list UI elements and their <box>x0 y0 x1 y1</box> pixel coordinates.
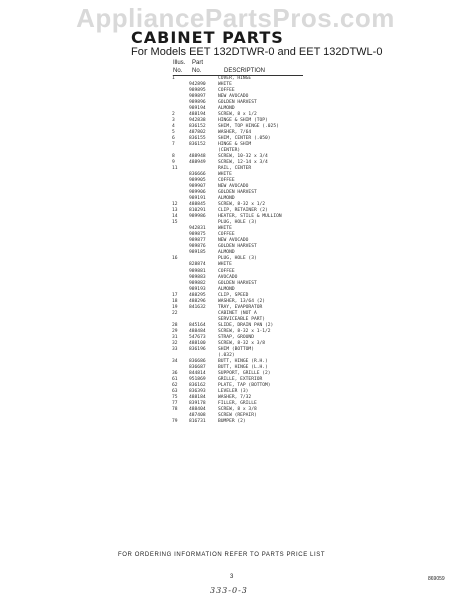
part-description: AVOCADO <box>218 274 238 280</box>
part-number: 488100 <box>189 340 206 346</box>
part-number: 488948 <box>189 154 206 160</box>
part-description: NEW AVOCADO <box>218 184 249 190</box>
illus-number: 34 <box>172 358 178 364</box>
part-description: GRILLE, EXTERIOR <box>218 376 263 382</box>
part-description: WASHER, 7/32 <box>218 394 252 400</box>
part-row <box>172 419 392 425</box>
illus-number: 2 <box>172 112 175 118</box>
part-number: 488194 <box>189 112 206 118</box>
parts-list <box>172 76 392 425</box>
part-number: 488295 <box>189 292 206 298</box>
part-number: 836666 <box>189 172 206 178</box>
part-number: 487408 <box>189 412 206 418</box>
illus-number: 77 <box>172 400 178 406</box>
part-description: WHITE <box>218 262 232 268</box>
part-number: 839178 <box>189 400 206 406</box>
illus-number: 61 <box>172 376 178 382</box>
illus-number: 36 <box>172 370 178 376</box>
illus-number: 19 <box>172 304 178 310</box>
part-description: CLIP, SPEED <box>218 292 249 298</box>
part-description: SCREW, 8 x 1/2 <box>218 112 257 118</box>
part-description: HINGE & SHIM (TOP) <box>218 118 268 124</box>
page-number: 3 <box>230 574 234 580</box>
header-illus-label: Illus. <box>173 60 186 66</box>
part-number: 951869 <box>189 376 206 382</box>
part-number: 841632 <box>189 304 206 310</box>
part-number: 989895 <box>189 88 206 94</box>
part-number: 989906 <box>189 190 206 196</box>
illus-number: 5 <box>172 130 175 136</box>
part-description: PLUG, HOLE (3) <box>218 220 257 226</box>
part-description: NEW AVOCADO <box>218 238 249 244</box>
part-number: 816731 <box>189 418 206 424</box>
illus-number: 16 <box>172 256 178 262</box>
illus-number: 33 <box>172 346 178 352</box>
part-description: COVER, HINGE <box>218 76 252 81</box>
part-number: 989907 <box>189 184 206 190</box>
page-title: CABINET PARTS <box>131 28 284 47</box>
part-description: RAIL, CENTER <box>218 166 252 172</box>
header-illus-no: No. <box>173 68 183 74</box>
part-number: 487802 <box>189 130 206 136</box>
part-description: SCREW, 10-32 x 3/4 <box>218 154 268 160</box>
part-description: PLUG, HOLE (3) <box>218 256 257 262</box>
part-number: 989897 <box>189 94 206 100</box>
header-part-label: Part <box>192 60 204 66</box>
part-description: ALMOND <box>218 196 235 202</box>
part-number: 810291 <box>189 208 206 214</box>
part-number: 942890 <box>189 82 206 88</box>
part-number: 488184 <box>189 394 206 400</box>
part-description: SCREW (REPAIR) <box>218 412 257 418</box>
part-number: 989193 <box>189 286 206 292</box>
part-description: (.032) <box>218 352 235 358</box>
part-description: COFFEE <box>218 268 235 274</box>
part-description: SLIDE, DRAIN PAN (2) <box>218 322 274 328</box>
part-number: 989905 <box>189 178 206 184</box>
part-description: CLIP, RETAINER (2) <box>218 208 268 214</box>
part-description: SUPPORT, GRILLE (2) <box>218 370 271 376</box>
illus-number: 63 <box>172 388 178 394</box>
illus-number: 8 <box>172 154 175 160</box>
illus-number: 62 <box>172 382 178 388</box>
illus-number: 17 <box>172 292 178 298</box>
part-number: 488484 <box>189 328 206 334</box>
illus-number: 75 <box>172 394 178 400</box>
part-number: 836152 <box>189 124 206 130</box>
part-description: ALMOND <box>218 250 235 256</box>
illus-number: 18 <box>172 298 178 304</box>
document-code: 869059 <box>428 576 445 582</box>
illus-number: 31 <box>172 334 178 340</box>
part-description: SHIM, CENTER (.050) <box>218 136 271 142</box>
part-description: GOLDEN HARVEST <box>218 280 257 286</box>
illus-number: 14 <box>172 214 178 220</box>
part-number: 942831 <box>189 226 206 232</box>
part-description: HINGE & SHIM <box>218 142 252 148</box>
part-description: GOLDEN HARVEST <box>218 190 257 196</box>
part-description: GOLDEN HARVEST <box>218 244 257 250</box>
illus-number: 28 <box>172 322 178 328</box>
part-number: 836686 <box>189 358 206 364</box>
part-description: WHITE <box>218 82 232 88</box>
part-number: 836152 <box>189 142 206 148</box>
part-number: 989877 <box>189 238 206 244</box>
part-description: BUTT, HINGE (L.H.) <box>218 364 268 370</box>
part-description: PLATE, TAP (BOTTOM) <box>218 382 271 388</box>
part-number: 836687 <box>189 364 206 370</box>
part-number: 488949 <box>189 160 206 166</box>
part-number: 836393 <box>189 388 206 394</box>
part-description: HEATER, STILE & MULLION <box>218 214 282 220</box>
illus-number: 29 <box>172 328 178 334</box>
part-description: SERVICEABLE PART) <box>218 316 266 322</box>
part-description: SCREW, 8-32 x 3/8 <box>218 340 266 346</box>
part-number: 989875 <box>189 232 206 238</box>
part-number: 844814 <box>189 370 206 376</box>
illus-number: 79 <box>172 418 178 424</box>
part-description: CABINET (NOT A <box>218 310 257 316</box>
ordering-note: FOR ORDERING INFORMATION REFER TO PARTS PRICE LIST <box>118 552 326 558</box>
part-description: FILLER, GRILLE <box>218 400 257 406</box>
part-number: 845164 <box>189 322 206 328</box>
part-description: WASHER, 7/64 <box>218 130 252 136</box>
header-description: DESCRIPTION <box>224 68 266 74</box>
part-number: 989986 <box>189 214 206 220</box>
part-description: (CENTER) <box>218 148 241 154</box>
part-number: 828874 <box>189 262 206 268</box>
handwritten-note: 333-0-3 <box>210 586 248 595</box>
part-number: 989882 <box>189 280 206 286</box>
page-subtitle: For Models EET 132DTWR-0 and EET 132DTWL-0 <box>131 46 383 58</box>
part-description: LEVELER (3) <box>218 388 249 394</box>
part-description: COFFEE <box>218 88 235 94</box>
part-number: 989194 <box>189 106 206 112</box>
illus-number: 9 <box>172 160 175 166</box>
part-description: COFFEE <box>218 232 235 238</box>
part-description: SHIM, TOP HINGE (.025) <box>218 124 279 130</box>
illus-number: 7 <box>172 142 175 148</box>
part-number: 547673 <box>189 334 206 340</box>
part-description: TRAY, EVAPORATOR <box>218 304 263 310</box>
part-number: 942838 <box>189 118 206 124</box>
part-number: 989191 <box>189 196 206 202</box>
part-description: STRAP, GROUND <box>218 334 254 340</box>
part-description: WHITE <box>218 172 232 178</box>
part-description: SCREW, 8-32 x 1/2 <box>218 202 266 208</box>
watermark: AppliancePartsPros.com <box>76 3 395 33</box>
part-number: 989883 <box>189 274 206 280</box>
illus-number: 4 <box>172 124 175 130</box>
part-description: NEW AVOCADO <box>218 94 249 100</box>
part-number: 989896 <box>189 100 206 106</box>
part-description: ALMOND <box>218 106 235 112</box>
part-description: SCREW, 8-32 x 1-1/2 <box>218 328 271 334</box>
illus-number: 11 <box>172 166 178 172</box>
part-description: WASHER, 13/64 (2) <box>218 298 266 304</box>
part-number: 989185 <box>189 250 206 256</box>
part-number: 488296 <box>189 298 206 304</box>
illus-number: 12 <box>172 202 178 208</box>
part-number: 989876 <box>189 244 206 250</box>
part-description: SCREW, 12-14 x 3/4 <box>218 160 268 166</box>
illus-number: 6 <box>172 136 175 142</box>
part-number: 488404 <box>189 406 206 412</box>
illus-number: 1 <box>172 76 175 81</box>
illus-number: 32 <box>172 340 178 346</box>
illus-number: 3 <box>172 118 175 124</box>
part-description: BUMPER (2) <box>218 418 246 424</box>
part-description: ALMOND <box>218 286 235 292</box>
part-number: 836196 <box>189 346 206 352</box>
part-description: WHITE <box>218 226 232 232</box>
illus-number: 15 <box>172 220 178 226</box>
part-number: 488845 <box>189 202 206 208</box>
illus-number: 78 <box>172 406 178 412</box>
part-description: COFFEE <box>218 178 235 184</box>
part-description: BUTT, HINGE (R.H.) <box>218 358 268 364</box>
part-number: 836155 <box>189 136 206 142</box>
part-description: SHIM (BOTTOM) <box>218 346 254 352</box>
part-description: SCREW, 8 x 3/8 <box>218 406 257 412</box>
header-part-no: No. <box>192 68 202 74</box>
part-description: GOLDEN HARVEST <box>218 100 257 106</box>
illus-number: 22 <box>172 310 178 316</box>
part-number: 836162 <box>189 382 206 388</box>
illus-number: 13 <box>172 208 178 214</box>
part-number: 989881 <box>189 268 206 274</box>
